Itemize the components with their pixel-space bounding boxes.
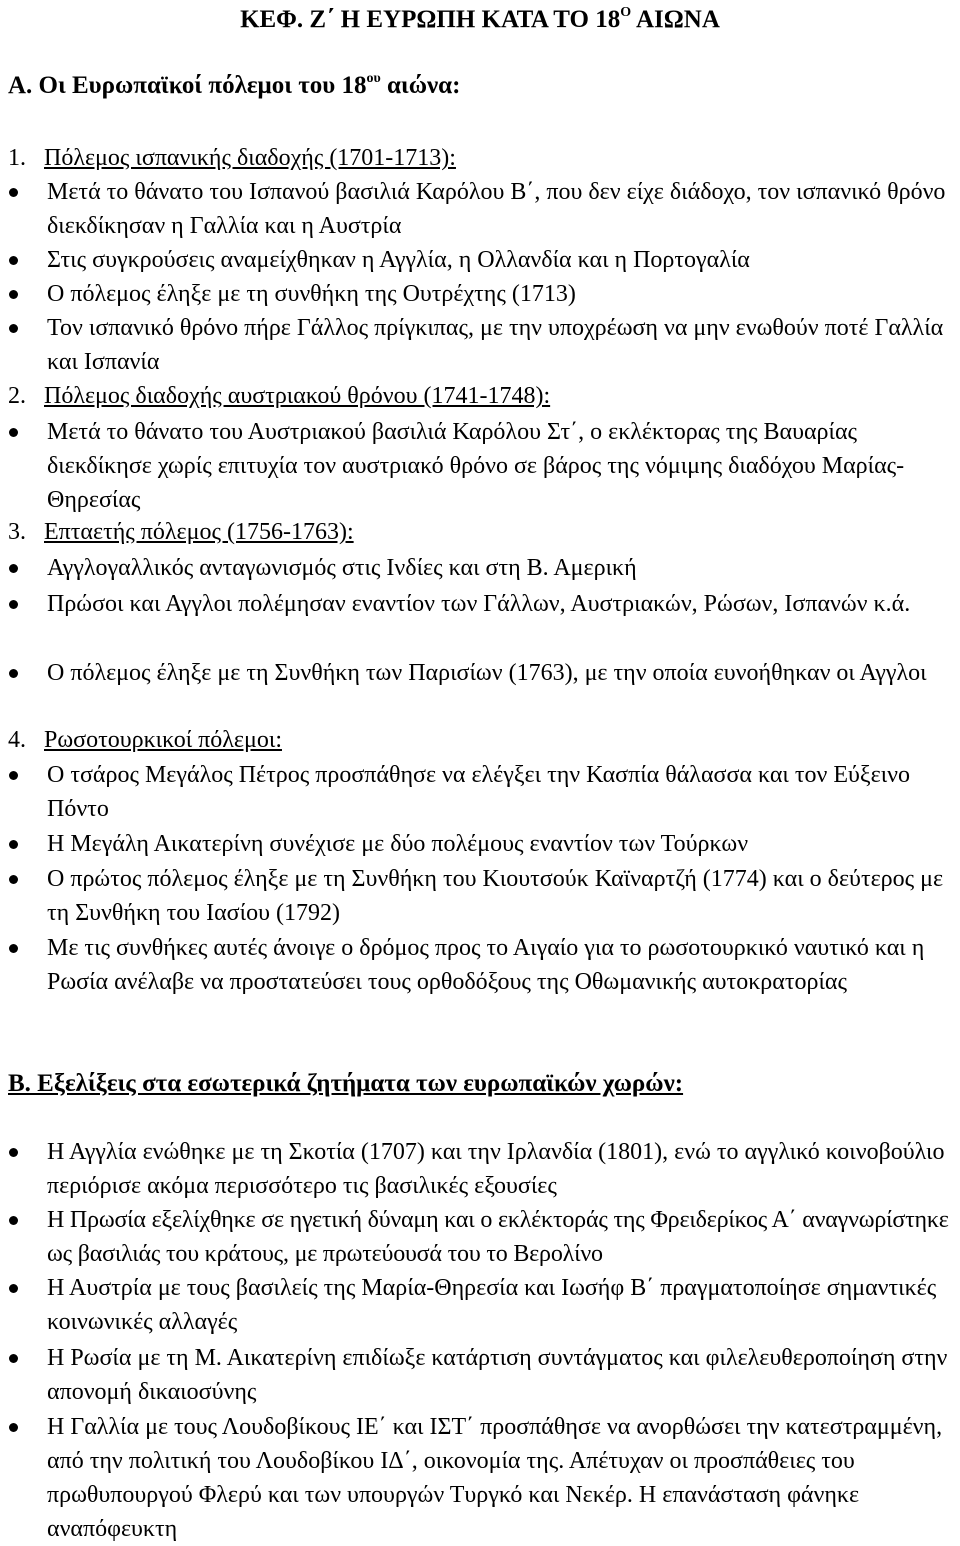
list-item: Η Ρωσία με τη Μ. Αικατερίνη επιδίωξε κατάρτιση συντάγματος και φιλελευθεροποίηση στην απονομή δικαιοσύνης — [47, 1341, 959, 1409]
war-heading-2: 2. Πόλεμος διαδοχής αυστριακού θρόνου (1741-1748): — [8, 383, 551, 409]
list-item: Ο πόλεμος έληξε με τη Συνθήκη των Παρισίων (1763), με την οποία ευνοήθηκαν οι Αγγλοι — [47, 656, 959, 690]
list-item: Ο πρώτος πόλεμος έληξε με τη Συνθήκη του Κιουτσούκ Καϊναρτζή (1774) και ο δεύτερος με τη Συνθήκη του Ιασίου (1792) — [47, 862, 959, 930]
war-heading-3: 3. Επταετής πόλεμος (1756-1763): — [8, 519, 354, 545]
war-heading-1: 1. Πόλεμος ισπανικής διαδοχής (1701-1713): — [8, 145, 456, 171]
list-item: Αγγλογαλλικός ανταγωνισμός στις Ινδίες και στη Β. Αμερική — [47, 551, 959, 585]
list-item: Η Μεγάλη Αικατερίνη συνέχισε με δύο πολέμους εναντίον των Τούρκων — [47, 827, 959, 861]
list-item: Ο τσάρος Μεγάλος Πέτρος προσπάθησε να ελέγξει την Κασπία θάλασσα και τον Εύξεινο Πόντο — [47, 758, 959, 826]
section-b-heading: Β. Εξελίξεις στα εσωτερικά ζητήματα των ευρωπαϊκών χωρών: — [8, 1070, 684, 1097]
list-item: Τον ισπανικό θρόνο πήρε Γάλλος πρίγκιπας, με την υποχρέωση να μην ενωθούν ποτέ Γαλλία και Ισπανία — [47, 311, 959, 379]
section-a-heading: Α. Οι Ευρωπαϊκοί πόλεμοι του $18^{o\upsilon}$ αιώνα: — [8, 70, 461, 99]
list-item: Πρώσοι και Αγγλοι πολέμησαν εναντίον των Γάλλων, Αυστριακών, Ρώσων, Ισπανών κ.ά. — [47, 587, 959, 621]
chapter-title: ΚΕΦ. Ζ΄ Η ΕΥΡΩΠΗ ΚΑΤΑ ΤΟ $18^O$ ΑΙΩΝΑ — [240, 4, 720, 33]
section-a-superscript: ου — [366, 70, 381, 86]
list-item: Η Αγγλία ενώθηκε με τη Σκοτία (1707) και την Ιρλανδία (1801), ενώ το αγγλικό κοινοβούλιο περιόρισε ακόμα περισσότερο τις βασιλικές εξουσίες — [47, 1135, 959, 1203]
list-item: Η Αυστρία με τους βασιλείς της Μαρία-Θηρεσία και Ιωσήφ Β΄ πραγματοποίησε σημαντικές κοινωνικές αλλαγές — [47, 1271, 959, 1339]
list-item: Η Γαλλία με τους Λουδοβίκους ΙΕ΄ και ΙΣΤ΄ προσπάθησε να ανορθώσει την κατεστραμμένη, από την πολιτική του Λουδοβίκου ΙΔ΄, οικονομία της. Απέτυχαν οι προσπάθειες του πρωθυπουργού Φλερύ και των υπουργών Τυργκό και Νεκέρ. Η επανάσταση φάνηκε αναπόφευκτη — [47, 1410, 959, 1546]
list-item: Ο πόλεμος έληξε με τη συνθήκη της Ουτρέχτης (1713) — [47, 277, 959, 311]
list-item: Στις συγκρούσεις αναμείχθηκαν η Αγγλία, η Ολλανδία και η Πορτογαλία — [47, 243, 959, 277]
war-heading-4: 4. Ρωσοτουρκικοί πόλεμοι: — [8, 727, 282, 753]
list-item: Μετά το θάνατο του Ισπανού βασιλιά Καρόλου Β΄, που δεν είχε διάδοχο, τον ισπανικό θρόνο διεκδίκησαν η Γαλλία και η Αυστρία — [47, 175, 959, 243]
title-superscript: Ο — [620, 4, 632, 20]
list-item: Με τις συνθήκες αυτές άνοιγε ο δρόμος προς το Αιγαίο για το ρωσοτουρκικό ναυτικό και η Ρωσία ανέλαβε να προστατεύσει τους ορθοδόξους της Οθωμανικής αυτοκρατορίας — [47, 931, 959, 999]
list-item: Η Πρωσία εξελίχθηκε σε ηγετική δύναμη και ο εκλέκτοράς της Φρειδερίκος Α΄ αναγνωρίστηκε ως βασιλιάς του κράτους, με πρωτεύουσά του το Βερολίνο — [47, 1203, 959, 1271]
list-item: Μετά το θάνατο του Αυστριακού βασιλιά Καρόλου Στ΄, ο εκλέκτορας της Βαυαρίας διεκδίκησε χωρίς επιτυχία τον αυστριακό θρόνο σε βάρος της νόμιμης διαδόχου Μαρίας-Θηρεσίας — [47, 415, 959, 517]
